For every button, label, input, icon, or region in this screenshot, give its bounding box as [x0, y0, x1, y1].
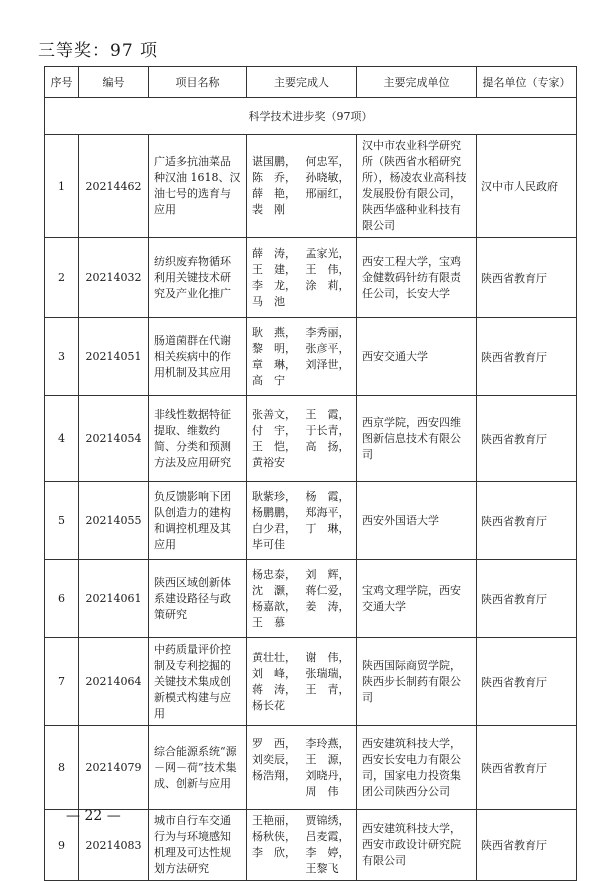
- project-code: 20214462: [79, 135, 149, 238]
- nominating-unit: 陕西省教育厅: [477, 726, 577, 810]
- completer-name: 蒋 涛，: [252, 682, 296, 696]
- completer-name: 贾锦绣，: [305, 814, 350, 827]
- completer-name: 薛 艳，: [252, 187, 296, 200]
- project-code: 20214051: [79, 318, 149, 396]
- completer-name: 王 伟，: [305, 262, 350, 276]
- completer-name: 张彦平，: [305, 341, 350, 355]
- completer-name: 黄裕安: [252, 455, 285, 469]
- completer-name: 杨忠泰，: [252, 567, 296, 581]
- col-header-people: 主要完成人: [247, 67, 357, 98]
- table-row: [45, 135, 577, 238]
- completer-name: 杨嘉歆，: [252, 599, 296, 613]
- project-code: 20214032: [79, 238, 149, 318]
- completer-name: 薛 涛，: [252, 246, 296, 260]
- completing-unit: 宝鸡文理学院，西安交通大学: [357, 560, 477, 638]
- project-code: 20214064: [79, 638, 149, 726]
- project-name: 城市自行车交通行为与环境感知机理及可达性规划方法研究: [149, 810, 247, 881]
- completing-unit: 西安交通大学: [357, 318, 477, 396]
- col-header-nominator: 提名单位（专家）: [477, 67, 577, 98]
- completer-name: 孟家光，: [305, 246, 350, 260]
- completer-name: 李秀丽，: [305, 325, 350, 339]
- completer-name: 于长青，: [305, 423, 350, 437]
- row-index: 2: [45, 238, 79, 318]
- completer-name: 郑海平，: [305, 505, 350, 519]
- completer-name: 刘奕辰，: [252, 752, 296, 766]
- nominating-unit: 陕西省教育厅: [477, 482, 577, 560]
- completer-name: [306, 202, 352, 218]
- completer-name: 杨浩翔，: [252, 768, 296, 782]
- completer-name: 吕麦霞，: [305, 830, 350, 843]
- nominating-unit: 陕西省教育厅: [477, 638, 577, 726]
- section-title: 科学技术进步奖（97项）: [45, 98, 577, 135]
- project-code: 20214054: [79, 396, 149, 482]
- nominating-unit: 陕西省教育厅: [477, 238, 577, 318]
- completer-name: 张善文，: [252, 407, 296, 421]
- completer-name: [252, 861, 298, 877]
- nominating-unit: 陕西省教育厅: [477, 396, 577, 482]
- completing-unit: 西安建筑科技大学，西安市政设计研究院有限公司: [357, 810, 477, 881]
- completer-name: 付 宇，: [252, 423, 296, 437]
- nominating-unit: 陕西省教育厅: [477, 560, 577, 638]
- completer-name: 沈 灏，: [252, 583, 296, 597]
- project-name: 陕西区域创新体系建设路径与政策研究: [149, 560, 247, 638]
- completer-name: [306, 373, 352, 389]
- row-index: 9: [45, 810, 79, 881]
- completer-name: 高 宁: [252, 373, 285, 387]
- completer-name: 白少君，: [252, 521, 296, 535]
- row-index: 7: [45, 638, 79, 726]
- col-header-project: 项目名称: [149, 67, 247, 98]
- completers-cell: [247, 396, 357, 482]
- completer-name: 邢丽红，: [305, 187, 350, 200]
- completer-name: 何忠军，: [305, 155, 350, 168]
- row-index: 1: [45, 135, 79, 238]
- completer-name: 刘晓丹，: [305, 768, 350, 782]
- row-index: 8: [45, 726, 79, 810]
- completer-name: [306, 537, 352, 553]
- completer-name: 李玲燕，: [305, 736, 350, 750]
- completer-name: 耿 燕，: [252, 325, 296, 339]
- completing-unit: 陕西国际商贸学院，陕西步长制药有限公司: [357, 638, 477, 726]
- completer-name: 刘 峰，: [252, 666, 296, 680]
- completer-name: 孙晓敏，: [305, 171, 350, 184]
- nominating-unit: 陕西省教育厅: [477, 318, 577, 396]
- completer-name: 王 恺，: [252, 439, 296, 453]
- completer-name: 高 扬，: [305, 439, 350, 453]
- completer-name: 刘泽世，: [305, 357, 350, 371]
- project-name: 负反馈影响下团队创造力的建构和调控机理及其应用: [149, 482, 247, 560]
- completer-name: 陈 乔，: [252, 171, 296, 184]
- completer-name: 马 池: [252, 294, 285, 308]
- table-row: [45, 318, 577, 396]
- completers-cell: [247, 560, 357, 638]
- project-code: 20214083: [79, 810, 149, 881]
- completers-cell: [247, 318, 357, 396]
- completer-name: [306, 294, 352, 310]
- table-row: [45, 638, 577, 726]
- completer-name: 谢 伟，: [305, 650, 350, 664]
- col-header-code: 编号: [79, 67, 149, 98]
- row-index: 3: [45, 318, 79, 396]
- completer-name: 杨长花: [252, 698, 285, 712]
- completer-name: 涂 莉，: [305, 278, 350, 292]
- project-code: 20214079: [79, 726, 149, 810]
- completer-name: [306, 615, 352, 631]
- table-header-row: [45, 67, 577, 98]
- project-name: 中药质量评价控制及专利挖掘的关键技术集成创新模式构建与应用: [149, 638, 247, 726]
- completer-name: 李 龙，: [252, 278, 296, 292]
- completer-name: 杨 霞，: [305, 489, 350, 503]
- project-code: 20214061: [79, 560, 149, 638]
- award-table: [44, 66, 577, 881]
- completer-name: 王 慕: [252, 615, 285, 629]
- project-name: 纺织废弃物循环利用关键技术研究及产业化推广: [149, 238, 247, 318]
- completers-cell: [247, 638, 357, 726]
- completer-name: 黎 明，: [252, 341, 296, 355]
- completer-name: 李 欣，: [252, 846, 296, 859]
- project-name: 非线性数据特征提取、维数约简、分类和预测方法及应用研究: [149, 396, 247, 482]
- completer-name: 刘 辉，: [305, 567, 350, 581]
- project-name: 肠道菌群在代谢相关疾病中的作用机制及其应用: [149, 318, 247, 396]
- completer-name: 耿紫珍，: [252, 489, 296, 503]
- completer-name: 章 琳，: [252, 357, 296, 371]
- completer-name: 周 伟: [305, 784, 339, 798]
- row-index: 5: [45, 482, 79, 560]
- completer-name: 杨秋侠，: [252, 830, 296, 843]
- completing-unit: 西安外国语大学: [357, 482, 477, 560]
- completer-name: 王 建，: [252, 262, 296, 276]
- table-row: [45, 396, 577, 482]
- project-code: 20214055: [79, 482, 149, 560]
- completing-unit: 汉中市农业科学研究所（陕西省水稻研究所），杨凌农业高科技发展股份有限公司，陕西华盛种业科技有限公司: [357, 135, 477, 238]
- completers-cell: [247, 238, 357, 318]
- completers-cell: [247, 135, 357, 238]
- completer-name: 杨鹏鹏，: [252, 505, 296, 519]
- table-row: [45, 560, 577, 638]
- row-index: 6: [45, 560, 79, 638]
- completer-name: 丁 琳，: [305, 521, 350, 535]
- completer-name: 罗 西，: [252, 736, 296, 750]
- completer-name: 王 青，: [305, 682, 350, 696]
- completer-name: 黄壮壮，: [252, 650, 296, 664]
- col-header-unit: 主要完成单位: [357, 67, 477, 98]
- nominating-unit: 陕西省教育厅: [477, 810, 577, 881]
- completer-name: 王 霞，: [305, 407, 350, 421]
- completing-unit: 西安工程大学，宝鸡金健数码针纺有限责任公司，长安大学: [357, 238, 477, 318]
- award-heading: 三等奖：97 项: [38, 41, 159, 61]
- completer-name: 王 源，: [305, 752, 350, 766]
- completing-unit: 西京学院，西安四维图新信息技术有限公司: [357, 396, 477, 482]
- completer-name: 王黎飞: [305, 862, 339, 875]
- project-name: 综合能源系统“源－网－荷”技术集成、创新与应用: [149, 726, 247, 810]
- completer-name: 谌国鹏，: [252, 155, 296, 168]
- completer-name: 裴 刚: [252, 203, 285, 216]
- completing-unit: 西安建筑科技大学，西安长安电力有限公司，国家电力投资集团公司陕西分公司: [357, 726, 477, 810]
- completer-name: [252, 784, 298, 800]
- completer-name: 蒋仁爱，: [305, 583, 350, 597]
- page-number: — 22 —: [66, 808, 121, 824]
- completer-name: 毕可佳: [252, 537, 285, 551]
- completers-cell: [247, 726, 357, 810]
- completer-name: 李 婷，: [305, 846, 350, 859]
- table-row: [45, 810, 577, 881]
- table-row: [45, 726, 577, 810]
- table-row: [45, 238, 577, 318]
- completer-name: [306, 455, 352, 471]
- section-row: [45, 98, 577, 135]
- completer-name: 姜 涛，: [305, 599, 350, 613]
- completers-cell: [247, 482, 357, 560]
- project-name: 广适多抗油菜品种汉油 1618、汉油七号的选育与应用: [149, 135, 247, 238]
- completer-name: 王艳丽，: [252, 814, 296, 827]
- completer-name: 张瑞瑞，: [305, 666, 350, 680]
- completers-cell: [247, 810, 357, 881]
- completer-name: [306, 698, 352, 714]
- nominating-unit: 汉中市人民政府: [477, 135, 577, 238]
- row-index: 4: [45, 396, 79, 482]
- col-header-index: 序号: [45, 67, 79, 98]
- table-row: [45, 482, 577, 560]
